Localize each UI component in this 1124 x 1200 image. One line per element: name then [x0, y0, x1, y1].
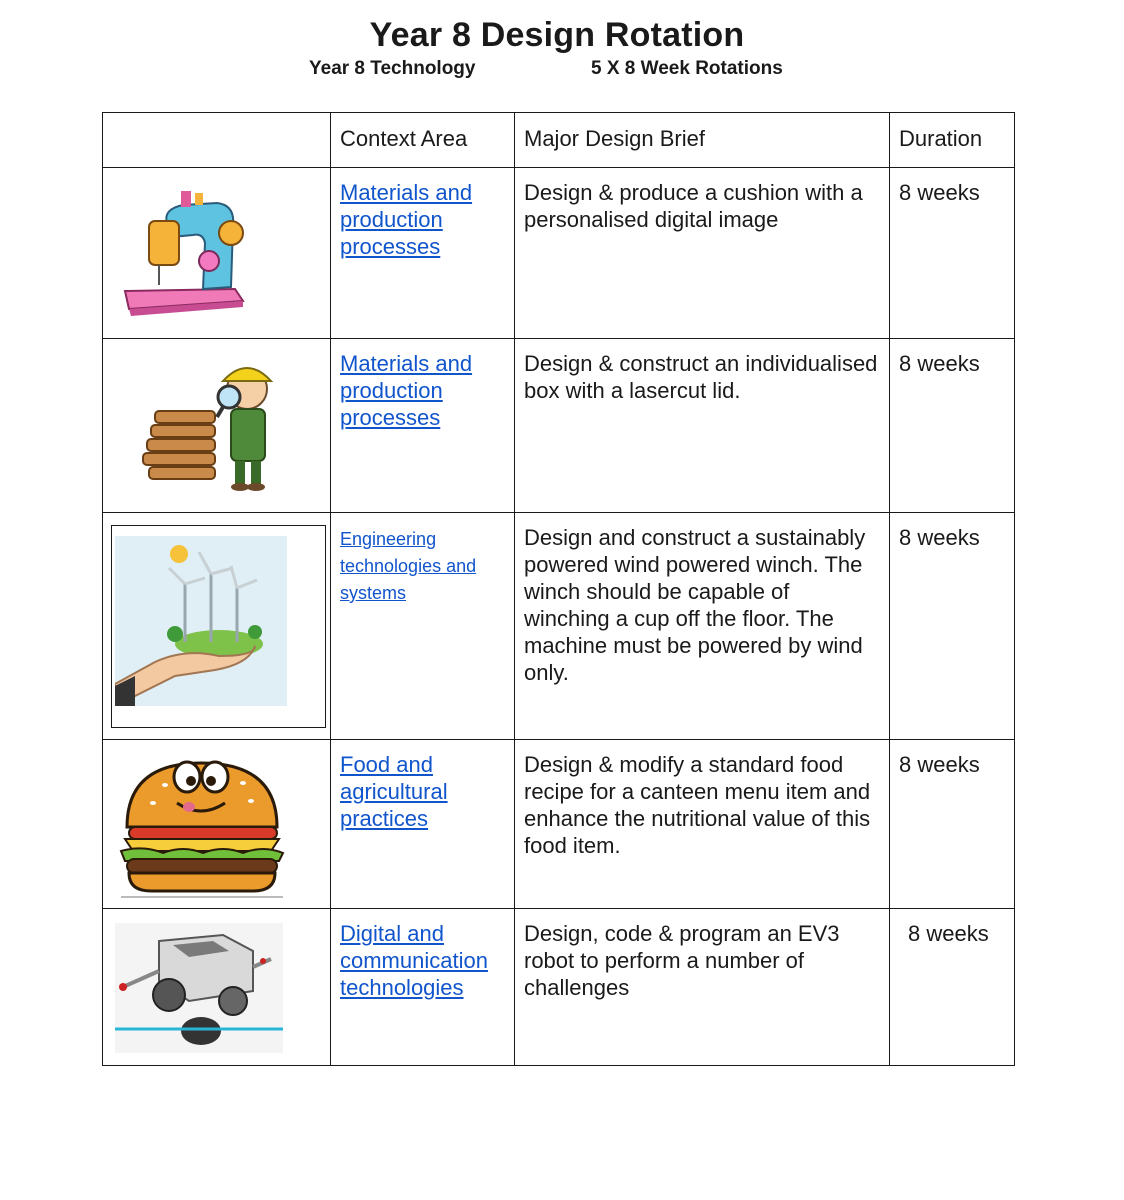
- page-title: Year 8 Design Rotation: [369, 16, 745, 54]
- header-major-design-brief: Major Design Brief: [515, 113, 890, 168]
- image-cell: [103, 513, 331, 740]
- brief-cell: Design & construct an individualised box with a lasercut lid.: [515, 339, 890, 513]
- brief-cell: Design & produce a cushion with a personalised digital image: [515, 168, 890, 339]
- duration-cell: 8 weeks: [890, 168, 1015, 339]
- context-cell: [331, 339, 515, 513]
- timber-inspector-icon: [103, 341, 330, 511]
- image-cell: [103, 339, 331, 513]
- duration-cell: 8 weeks: [890, 513, 1015, 740]
- table-row: [103, 909, 1015, 1066]
- ev3-robot-icon: [103, 911, 330, 1063]
- brief-cell: Design and construct a sustainably powered wind powered winch. The winch should be capable of winching a cup off the floor. The machine must be powered by wind only.: [515, 513, 890, 740]
- header-duration: Duration: [890, 113, 1015, 168]
- duration-cell: 8 weeks: [890, 740, 1015, 909]
- sewing-machine-icon: [103, 169, 330, 337]
- image-cell: [103, 168, 331, 339]
- burger-icon: [103, 741, 330, 907]
- subtitle-rotations: 5 X 8 Week Rotations: [591, 58, 783, 79]
- context-link-engineering[interactable]: Engineering technologies and systems: [340, 529, 477, 603]
- duration-cell: 8 weeks: [890, 339, 1015, 513]
- table-header-row: [103, 113, 1015, 168]
- table-row: [103, 740, 1015, 909]
- table-row: [103, 168, 1015, 339]
- context-link-food[interactable]: Food and agricultural practices: [340, 752, 448, 831]
- context-cell: [331, 909, 515, 1066]
- duration-cell: 8 weeks: [890, 909, 1015, 1066]
- context-link-materials[interactable]: Materials and production processes: [340, 180, 473, 259]
- table-row: [103, 513, 1015, 740]
- rotation-table: [102, 112, 1015, 1066]
- header-image: [103, 113, 331, 168]
- brief-cell: Design & modify a standard food recipe for a canteen menu item and enhance the nutritional value of this food item.: [515, 740, 890, 909]
- context-cell: [331, 168, 515, 339]
- context-link-digital[interactable]: Digital and communication technologies: [340, 921, 488, 1000]
- table-row: [103, 339, 1015, 513]
- image-cell: [103, 740, 331, 909]
- wind-turbines-hand-icon: [103, 515, 330, 738]
- context-link-materials[interactable]: Materials and production processes: [340, 351, 473, 430]
- context-cell: [331, 740, 515, 909]
- header-context-area: Context Area: [331, 113, 515, 168]
- subtitle-course: Year 8 Technology: [309, 58, 476, 79]
- context-cell: [331, 513, 515, 740]
- image-cell: [103, 909, 331, 1066]
- brief-cell: Design, code & program an EV3 robot to perform a number of challenges: [515, 909, 890, 1066]
